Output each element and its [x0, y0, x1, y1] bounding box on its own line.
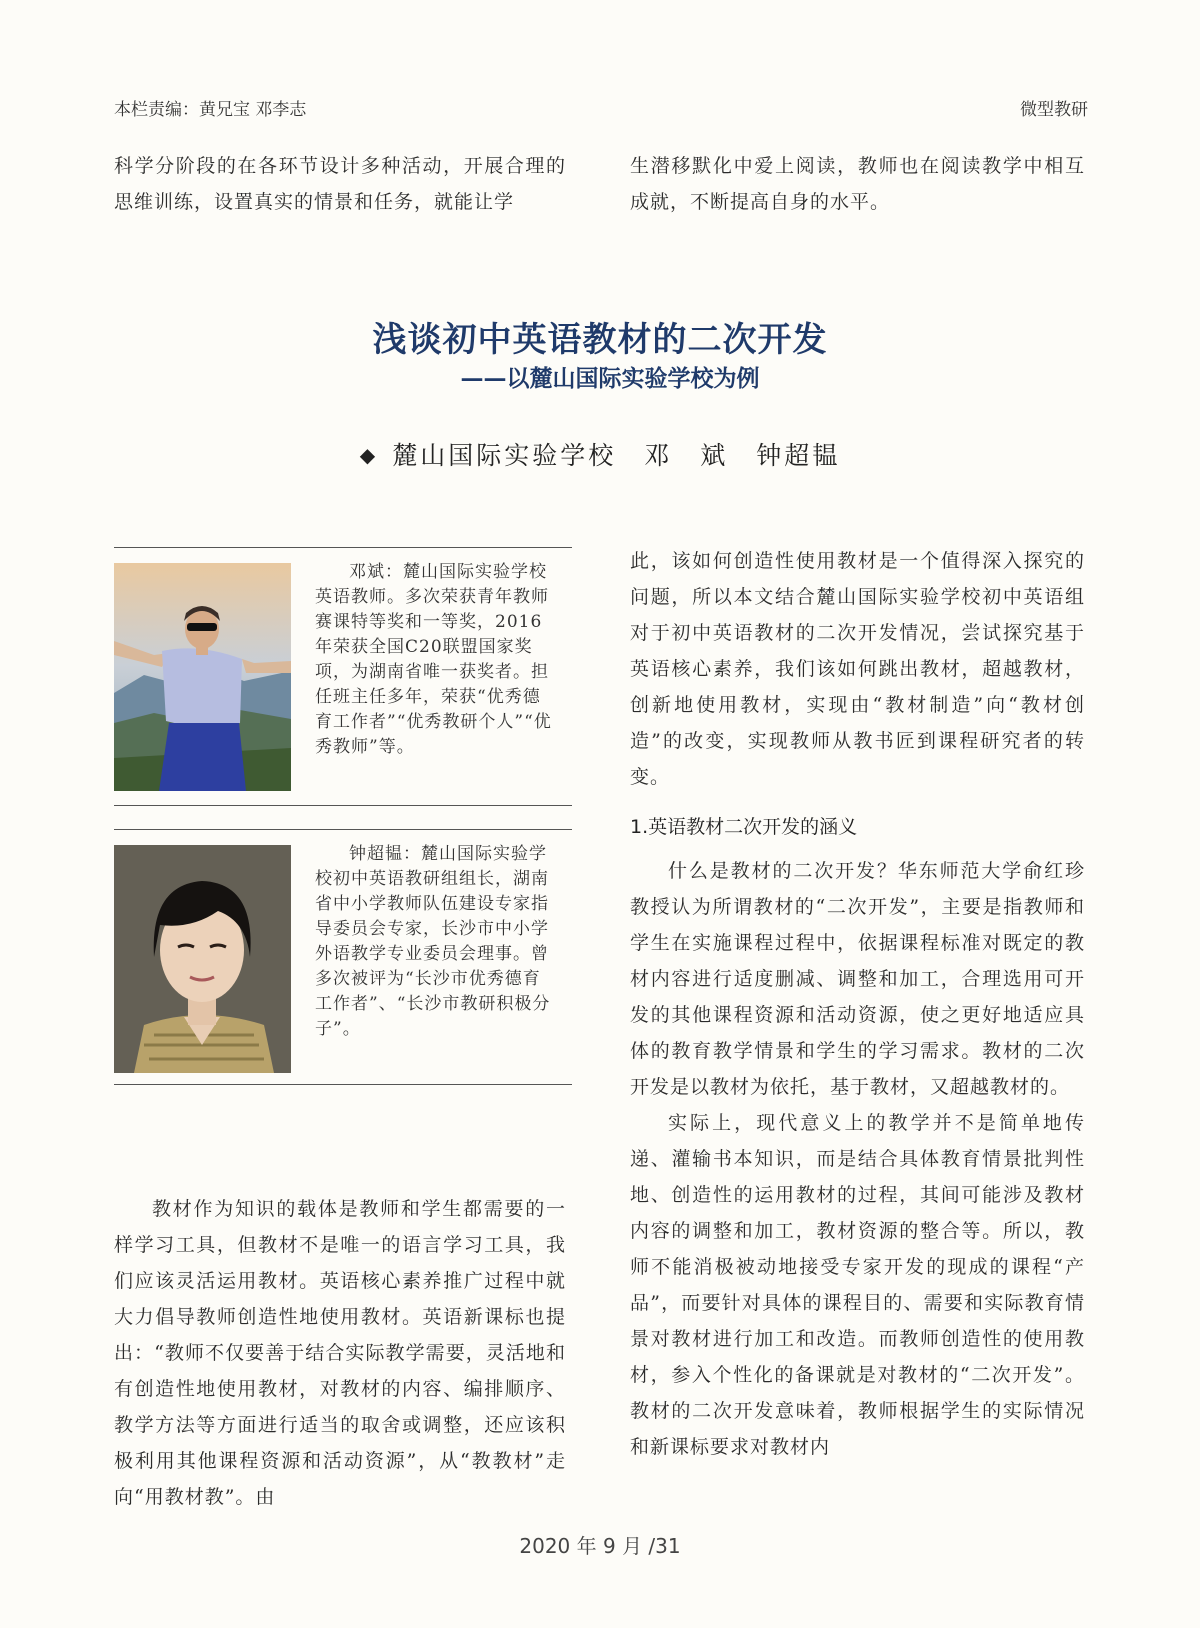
body-right-paragraph-2: 什么是教材的二次开发？华东师范大学俞红珍教授认为所谓教材的“二次开发”，主要是指教师和学生在实施课程过程中，依据课程标准对既定的教材内容进行适度删减、调整和加工，合理选用可开发的其他课程资源和活动资源，使之更好地适应具体的教育教学情景和学生的学习需求。教材的二次开发是以教材为依托，基于教材，又超越教材的。 [630, 860, 1085, 1098]
author-bio-2 [114, 829, 572, 1085]
prev-article-left-text: 科学分阶段的在各环节设计多种活动，开展合理的思维训练，设置真实的情景和任务，就能让学 [114, 155, 566, 213]
header-column-name: 微型教研 [1020, 100, 1088, 120]
section-heading: 1.英语教材二次开发的涵义 [630, 816, 858, 838]
author-bio-1-text [315, 560, 557, 760]
author-bio-2-text [315, 842, 557, 1042]
page-footer: 2020 年 9 月 /31 [519, 1534, 681, 1558]
diamond-bullet-icon: ◆ [359, 443, 379, 467]
author-photo-2 [114, 845, 291, 1073]
author-bio-1-name: 邓斌 [349, 562, 385, 582]
body-left-column [114, 1191, 566, 1515]
author-bio-2-name: 钟超韫 [349, 844, 403, 864]
author-bio-1 [114, 547, 572, 806]
author-photo-1 [114, 563, 291, 791]
body-right-paragraph-1: 此，该如何创造性使用教材是一个值得深入探究的问题，所以本文结合麓山国际实验学校初中英语组对于初中英语教材的二次开发情况，尝试探究基于英语核心素养，我们该如何跳出教材，超越教材，创新地使用教材，实现由“教材制造”向“教材创造”的改变，实现教师从教书匠到课程研究者的转变。 [630, 550, 1085, 788]
body-right-column [630, 543, 1085, 1465]
article-title: 浅谈初中英语教材的二次开发 [372, 320, 828, 360]
author-bio-2-desc: ：麓山国际实验学校初中英语教研组组长，湖南省中小学教师队伍建设专家指导委员会专家，长沙市中小学外语教学专业委员会理事。曾多次被评为“长沙市优秀德育工作者”、“长沙市教研积极分子”。 [315, 844, 551, 1039]
header-editors: 本栏责编：黄兄宝 邓李志 [114, 100, 307, 120]
byline-text: 麓山国际实验学校 邓 斌 钟超韫 [392, 441, 841, 470]
prev-article-right-text: 生潜移默化中爱上阅读，教师也在阅读教学中相互成就，不断提高自身的水平。 [630, 155, 1085, 213]
byline [0, 436, 1200, 472]
author-bio-1-desc: ：麓山国际实验学校英语教师。多次荣获青年教师赛课特等奖和一等奖，2016年荣获全国C20联盟国家奖项，为湖南省唯一获奖者。担任班主任多年，荣获“优秀德育工作者”“优秀教研个人”“优秀教师”等。 [315, 562, 552, 757]
body-right-paragraph-3: 实际上，现代意义上的教学并不是简单地传递、灌输书本知识，而是结合具体教育情景批判性地、创造性的运用教材的过程，其间可能涉及教材内容的调整和加工，教材资源的整合等。所以，教师不能消极被动地接受专家开发的现成的课程“产品”，而要针对具体的课程目的、需要和实际教育情景对教材进行加工和改造。而教师创造性的使用教材，参入个性化的备课就是对教材的“二次开发”。教材的二次开发意味着，教师根据学生的实际情况和新课标要求对教材内 [630, 1112, 1085, 1458]
body-left-paragraph: 教材作为知识的载体是教师和学生都需要的一样学习工具，但教材不是唯一的语言学习工具，我们应该灵活运用教材。英语核心素养推广过程中就大力倡导教师创造性地使用教材。英语新课标也提出：“教师不仅要善于结合实际教学需要，灵活地和有创造性地使用教材，对教材的内容、编排顺序、教学方法等方面进行适当的取舍或调整，还应该积极利用其他课程资源和活动资源”，从“教教材”走向“用教材教”。由 [114, 1198, 566, 1508]
article-subtitle: ——以麓山国际实验学校为例 [460, 365, 760, 392]
